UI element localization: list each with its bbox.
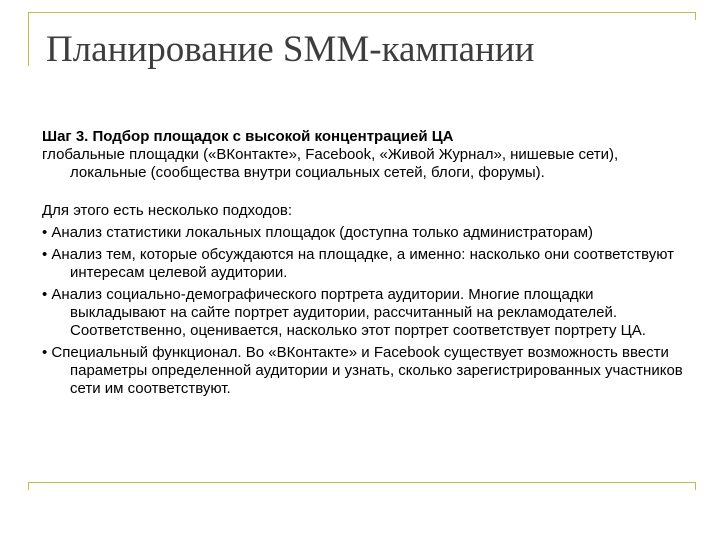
- bullet-item-topics: • Анализ тем, которые обсуждаются на площадке, а именно: насколько они соответствуют интересам целевой аудитории.: [42, 246, 675, 281]
- slide-body: [42, 128, 687, 398]
- bullet-item-special-features: • Специальный функционал. Во «ВКонтакте» и Facebook существует возможность ввести параметры определенной аудитории и узнать, сколько зарегистрированных участников сети им соответствуют.: [42, 344, 683, 397]
- slide-title: Планирование SMM-кампании: [46, 29, 535, 70]
- bullet-item-statistics: • Анализ статистики локальных площадок (доступна только администраторам): [42, 224, 594, 241]
- bottom-rule: [28, 482, 696, 483]
- top-right-tick: [695, 12, 696, 20]
- approaches-intro: Для этого есть несколько подходов:: [42, 202, 293, 219]
- step-heading: Шаг 3. Подбор площадок с высокой концентрацией ЦА: [42, 128, 454, 145]
- bottom-right-tick: [695, 482, 696, 490]
- bottom-left-tick: [28, 482, 29, 490]
- bullet-item-demographics: • Анализ социально-демографического портрета аудитории. Многие площадки выкладывают на сайте портрет аудитории, рассчитанный на рекламодателей. Соответственно, оценивается, насколько этот портрет соответствует портрету ЦА.: [42, 286, 646, 339]
- step-text: глобальные площадки («ВКонтакте», Facebook, «Живой Журнал», нишевые сети), локальные (сообщества внутри социальных сетей, блоги, форумы).: [42, 146, 619, 181]
- top-rule: [28, 12, 696, 13]
- top-left-rule: [28, 12, 29, 66]
